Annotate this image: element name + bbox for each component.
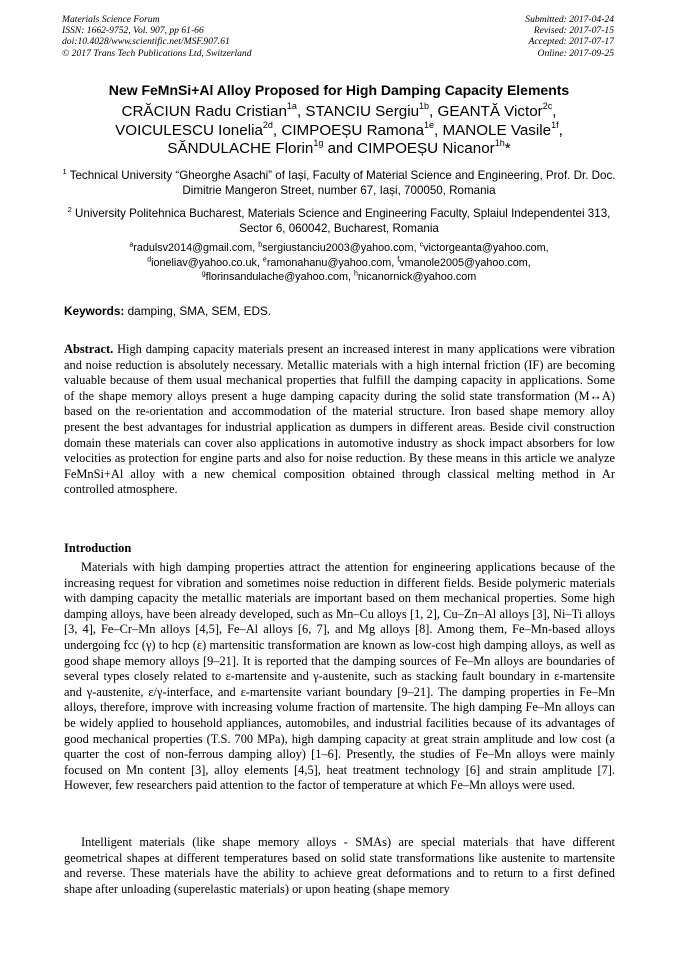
email-separator: , xyxy=(413,242,420,254)
affiliation-text: Technical University “Gheorghe Asachi” of Iași, Faculty of Material Science and Engineering, Prof. Dr. Doc. Dimitrie Mangeron Street, number 67, Iași, 700050, Romania xyxy=(69,169,616,197)
email-sup: e xyxy=(262,256,267,263)
submitted-date: Submitted: 2017-04-24 xyxy=(525,14,614,25)
intro-paragraph-1: Materials with high damping properties attract the attention for engineering applications because of the increasing request for vibration and sometimes noise reduction in different fields. Beside polymeric materials with damping capacity the metallic materials are important based on them mechanical properties. Some high damping alloys, have been already developed, such as Mn–Cu alloys [1, 2], Cu–Zn–Al alloys [3], Ni–Ti alloys [3, 4], Fe–Cr–Mn alloys [4,5], Fe–Al alloys [6, 7], and Mg alloys [8]. Among them, Fe–Mn-based alloys undergoing fcc (γ) to hcp (ε) martensitic transformation are known as low-cost high damping alloys, as well as good shape memory alloys [9–21]. It is reported that the damping sources of Fe–Mn alloys are boundaries of several types closely related to ε-martensite and γ-austenite, such as stacking fault boundary in ε-martensite and γ-austenite, ε/γ-interface, and ε-martensite variant boundary [9–21]. The damping properties in Fe–Mn alloys, therefore, improve with increasing volume fraction of martensite. The high damping Fe–Mn alloys can be widely applied to household appliances, automobiles, and industrial facilities because of its advantages of good mechanical properties (T.S. 700 MPa), high damping capacity at great strain amplitude and low cost (a quarter the cost of non-ferrous damping alloy) [1–6]. Presently, the studies of Fe–Mn alloys were mainly focused on Mn content [3], alloy elements [4,5], heat treatment technology [6] and strain amplitude [7]. However, few researchers paid attention to the factor of temperature at which Fe–Mn alloys were used. xyxy=(64,560,615,793)
issn-line: ISSN: 1662-9752, Vol. 907, pp 61-66 xyxy=(62,25,204,37)
author-separator: , xyxy=(558,121,563,139)
author-separator: , xyxy=(434,121,443,139)
author-name: VOICULESCU Ionelia xyxy=(115,121,263,139)
author-affil-sup: 1f xyxy=(551,119,559,130)
email-address[interactable]: radulsv2014@gmail.com xyxy=(133,242,253,254)
email-sup: d xyxy=(147,256,152,263)
abstract xyxy=(64,342,615,498)
email-address[interactable]: ramonahanu@yahoo.com xyxy=(266,256,392,269)
author-affil-sup: 1g xyxy=(313,138,324,149)
doi-line: doi:10.4028/www.scientific.net/MSF.907.61 xyxy=(62,36,230,48)
journal-info xyxy=(62,14,252,59)
author-affil-sup: 2d xyxy=(262,119,273,130)
author-name: CIMPOEȘU Nicanor xyxy=(357,140,495,158)
affiliation-number: 1 xyxy=(62,167,67,177)
author-name: SĂNDULACHE Florin xyxy=(167,140,314,158)
email-address[interactable]: florinsandulache@yahoo.com xyxy=(205,271,348,284)
email-separator: , xyxy=(391,256,398,269)
author-separator: , xyxy=(429,103,438,120)
email-separator: , xyxy=(545,242,549,254)
keywords-label: Keywords: xyxy=(64,304,125,318)
online-date: Online: 2017-09-25 xyxy=(537,47,614,59)
author-separator: , xyxy=(272,121,282,139)
affiliation-text: University Politehnica Bucharest, Materials Science and Engineering Faculty, Splaiul Independentei 313, Sector 6, 060042, Bucharest, Romania xyxy=(75,207,611,235)
affiliation-number: 2 xyxy=(67,205,72,215)
corresponding-author-mark: * xyxy=(504,140,511,158)
author-name: CIMPOEȘU Ramona xyxy=(281,121,424,139)
paper-title: New FeMnSi+Al Alloy Proposed for High Damping Capacity Elements xyxy=(108,82,570,98)
abstract-text: High damping capacity materials present an increased interest in many applications were vibration and noise reduction is absolutely necessary. Metallic materials with a high internal friction (IF) are becoming valuable because of them usual mechanical properties that fulfill the damping capacity in applications. Some of the shape memory alloys present a huge damping capacity during the solid state transformation (M↔A) based on the re-orientation and accommodation of the material structure. Iron based shape memory alloy present the best advantages for industrial application as dumpers in different areas. Beside civil construction domain these materials can cover also applications in automotive industry as shock impact absorbers for low velocities as protection for engine parts and also for noise reduction. By these means in this article we analyze FeMnSi+Al alloy with a new chemical composition obtained through classical melting method in Ar controlled atmosphere. xyxy=(64,342,615,497)
email-sup: a xyxy=(129,241,134,249)
email-sup: g xyxy=(201,270,206,278)
email-address[interactable]: sergiustanciu2003@yahoo.com xyxy=(262,242,414,254)
keywords-text: damping, SMA, SEM, EDS. xyxy=(124,304,272,318)
email-separator: , xyxy=(348,271,354,284)
submission-dates xyxy=(525,14,614,59)
email-address[interactable]: victorgeanta@yahoo.com xyxy=(423,242,546,254)
copyright-line: © 2017 Trans Tech Publications Ltd, Switzerland xyxy=(62,47,252,59)
email-address[interactable]: nicanornick@yahoo.com xyxy=(357,271,477,284)
email-address[interactable]: vmanole2005@yahoo.com xyxy=(399,256,528,269)
author-name: MANOLE Vasile xyxy=(442,121,552,139)
email-list xyxy=(40,241,638,285)
author-name: GEANTĂ Victor xyxy=(437,103,543,120)
accepted-date: Accepted: 2017-07-17 xyxy=(528,36,614,48)
revised-date: Revised: 2017-07-15 xyxy=(533,25,614,37)
email-separator: , xyxy=(527,256,531,269)
author-name: CRĂCIUN Radu Cristian xyxy=(121,103,287,120)
author-separator: and xyxy=(323,140,358,158)
author-name: STANCIU Sergiu xyxy=(305,103,420,120)
author-affil-sup: 1h xyxy=(494,138,505,149)
author-affil-sup: 1e xyxy=(424,119,435,130)
affiliation-2 xyxy=(60,206,618,236)
abstract-label: Abstract. xyxy=(64,342,114,356)
author-separator: , xyxy=(296,103,306,120)
journal-name: Materials Science Forum xyxy=(62,14,160,25)
email-address[interactable]: ioneliav@yahoo.co.uk xyxy=(151,256,257,269)
author-affil-sup: 1a xyxy=(286,100,297,111)
affiliation-1 xyxy=(60,168,618,198)
email-separator: , xyxy=(256,256,263,269)
email-sup: f xyxy=(397,256,400,263)
section-heading-introduction: Introduction xyxy=(64,541,132,555)
email-separator: , xyxy=(252,242,259,254)
email-sup: h xyxy=(354,270,358,278)
keywords-line xyxy=(64,304,616,318)
author-affil-sup: 1b xyxy=(419,100,430,111)
intro-paragraph-2: Intelligent materials (like shape memory alloys - SMAs) are special materials that have different geometrical shapes at different temperatures based on solid state transformations like austenite to martensite and reverse. These materials have the ability to achieve great deformations and to return to a first defined shape after unloading (superelastic materials) or upon heating (shape memory xyxy=(64,835,615,896)
author-list xyxy=(40,100,638,159)
author-affil-sup: 2c xyxy=(542,100,553,111)
email-sup: c xyxy=(419,241,424,249)
email-sup: b xyxy=(258,241,263,249)
author-separator: , xyxy=(552,103,557,120)
